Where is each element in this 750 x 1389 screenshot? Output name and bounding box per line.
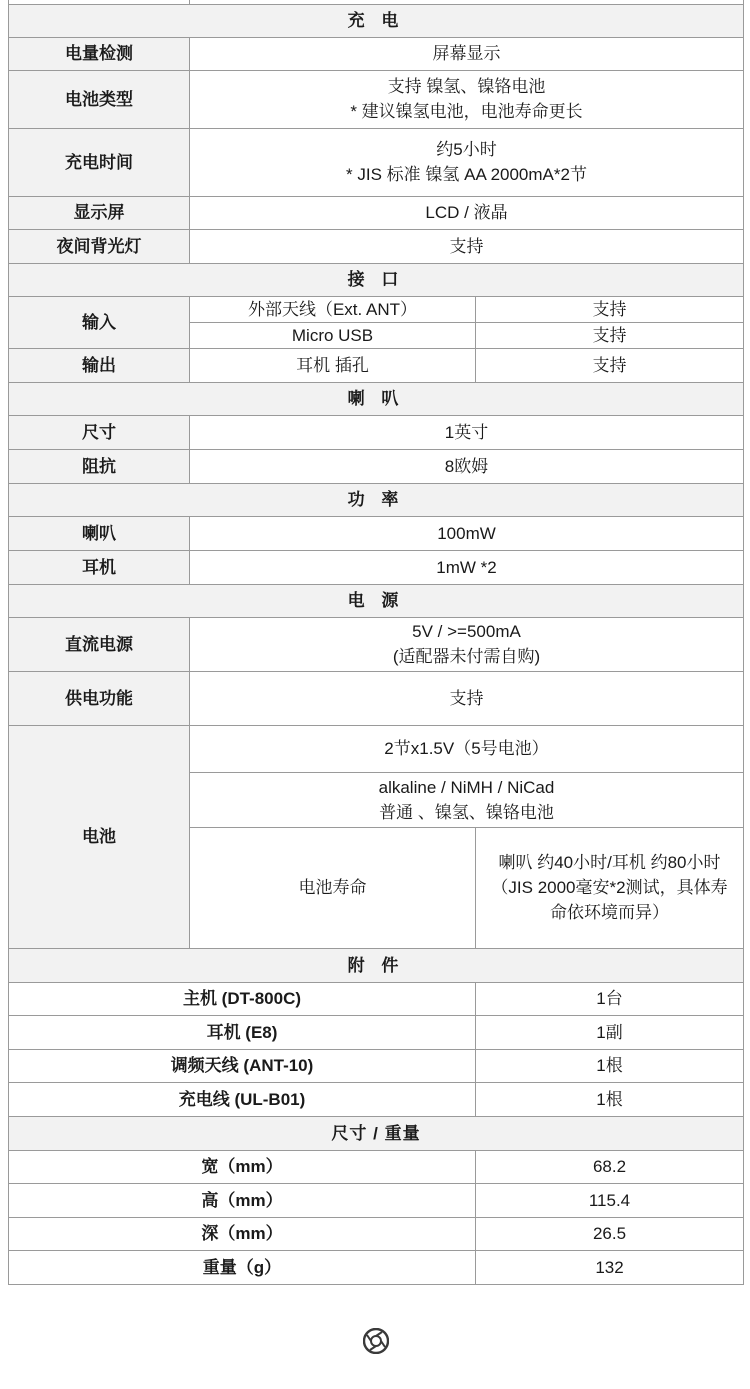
row-label: 尺寸	[9, 415, 190, 449]
table-row	[9, 516, 744, 550]
accessory-name: 主机 (DT-800C)	[9, 982, 476, 1015]
row-value: 8欧姆	[190, 449, 744, 483]
row-label: 耳机	[9, 550, 190, 584]
dimension-label: 高（mm）	[9, 1183, 476, 1217]
row-value: 1英寸	[190, 415, 744, 449]
accessory-qty: 1台	[476, 982, 744, 1015]
row-label: 充电时间	[9, 128, 190, 196]
table-row	[9, 1217, 744, 1250]
battery-life-value: 喇叭 约40小时/耳机 约80小时 （JIS 2000毫安*2测试，具体寿 命依环境而异）	[476, 827, 744, 948]
dimension-value: 26.5	[476, 1217, 744, 1250]
port-support: 支持	[476, 348, 744, 382]
row-value: 支持 镍氢、镍铬电池 * 建议镍氢电池，电池寿命更长	[190, 70, 744, 128]
row-value: 屏幕显示	[190, 37, 744, 70]
battery-count: 2节x1.5V（5号电池）	[190, 725, 744, 772]
power-supply-label: 供电功能	[9, 671, 190, 725]
row-label: 阻抗	[9, 449, 190, 483]
section-header-dimensions: 尺寸 / 重量	[9, 1116, 744, 1150]
accessory-qty: 1根	[476, 1049, 744, 1082]
row-value: 约5小时 * JIS 标准 镍氢 AA 2000mA*2节	[190, 128, 744, 196]
table-row	[9, 1183, 744, 1217]
port-support: 支持	[476, 296, 744, 322]
table-row	[9, 1015, 744, 1049]
port-name: 外部天线（Ext. ANT）	[190, 296, 476, 322]
row-label: 喇叭	[9, 516, 190, 550]
port-name: 耳机 插孔	[190, 348, 476, 382]
row-label: 显示屏	[9, 196, 190, 229]
battery-label: 电池	[9, 725, 190, 948]
row-value: 1mW *2	[190, 550, 744, 584]
table-row	[9, 1150, 744, 1183]
row-label: 电池类型	[9, 70, 190, 128]
accessory-name: 调频天线 (ANT-10)	[9, 1049, 476, 1082]
table-row	[9, 348, 744, 382]
row-value: 支持	[190, 229, 744, 263]
dimension-value: 115.4	[476, 1183, 744, 1217]
port-name: Micro USB	[190, 322, 476, 348]
table-row	[9, 196, 744, 229]
accessory-name: 充电线 (UL-B01)	[9, 1082, 476, 1116]
section-header-accessories: 附 件	[9, 948, 744, 982]
battery-life-label: 电池寿命	[190, 827, 476, 948]
row-value: LCD / 液晶	[190, 196, 744, 229]
dimension-label: 深（mm）	[9, 1217, 476, 1250]
table-row	[9, 229, 744, 263]
port-support: 支持	[476, 322, 744, 348]
table-row	[9, 725, 744, 772]
section-header-charging: 充 电	[9, 4, 744, 37]
table-row	[9, 449, 744, 483]
dimension-label: 重量（g）	[9, 1250, 476, 1284]
table-row	[9, 1049, 744, 1082]
dimension-label: 宽（mm）	[9, 1150, 476, 1183]
table-row	[9, 415, 744, 449]
table-row	[9, 982, 744, 1015]
power-supply-value: 支持	[190, 671, 744, 725]
spec-table	[8, 0, 744, 1285]
dc-power-label: 直流电源	[9, 617, 190, 671]
table-row	[9, 617, 744, 671]
battery-types: alkaline / NiMH / NiCad 普通 、镍氢、镍铬电池	[190, 772, 744, 827]
section-header-speaker: 喇 叭	[9, 382, 744, 415]
row-label: 夜间背光灯	[9, 229, 190, 263]
dimension-value: 68.2	[476, 1150, 744, 1183]
section-header-interface: 接 口	[9, 263, 744, 296]
section-header-power-output: 功 率	[9, 483, 744, 516]
camera-shutter-logo-icon	[363, 1328, 389, 1354]
table-row	[9, 671, 744, 725]
table-row	[9, 550, 744, 584]
table-row	[9, 128, 744, 196]
output-label: 输出	[9, 348, 190, 382]
row-label: 电量检测	[9, 37, 190, 70]
dimension-value: 132	[476, 1250, 744, 1284]
accessory-name: 耳机 (E8)	[9, 1015, 476, 1049]
accessory-qty: 1副	[476, 1015, 744, 1049]
table-row	[9, 1250, 744, 1284]
input-label: 输入	[9, 296, 190, 348]
row-value: 100mW	[190, 516, 744, 550]
table-row	[9, 37, 744, 70]
spec-sheet	[8, 0, 743, 1285]
dc-power-value: 5V / >=500mA (适配器未付需自购)	[190, 617, 744, 671]
section-header-power-supply: 电 源	[9, 584, 744, 617]
table-row	[9, 1082, 744, 1116]
table-row	[9, 70, 744, 128]
table-row	[9, 296, 744, 322]
accessory-qty: 1根	[476, 1082, 744, 1116]
